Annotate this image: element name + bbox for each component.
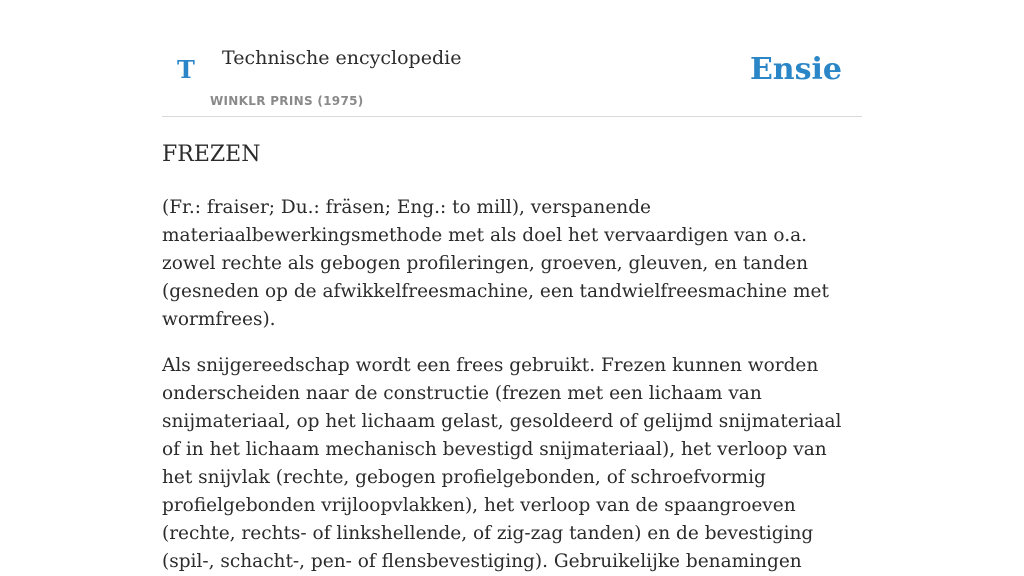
encyclopedia-source: WINKLR PRINS (1975) <box>210 94 364 108</box>
encyclopedia-title[interactable]: Technische encyclopedie <box>222 47 462 69</box>
encyclopedia-logo[interactable]: T <box>177 55 195 84</box>
article-title: FREZEN <box>162 142 261 167</box>
encyclopedia-header <box>162 0 862 117</box>
ensie-brand-link[interactable]: Ensie <box>749 52 842 87</box>
article-paragraph: (Fr.: fraiser; Du.: fräsen; Eng.: to mill), verspanende materiaalbewerkingsmethode met als doel het vervaardigen van o.a. zowel rechte als gebogen profileringen, groeven, gleuven, en tanden (gesneden op de afwikkelfreesmachine, een tandwielfreesmachine met wormfrees). <box>162 197 829 330</box>
article <box>162 138 862 576</box>
article-paragraph: Als snijgereedschap wordt een frees gebruikt. Frezen kunnen worden onderscheiden naar de constructie (frezen met een lichaam van snijmateriaal, op het lichaam gelast, gesoldeerd of gelijmd snijmateriaal of in het lichaam mechanisch bevestigd snijmateriaal), het verloop van het snijvlak (rechte, gebogen profielgebonden, of schroefvormig profielgebonden vrijloopvlakken), het verloop van de spaangroeven (rechte, rechts- of linkshellende, of zig-zag tanden) en de bevestiging (spil-, schacht-, pen- of flensbevestiging). Gebruikelijke benamingen <box>162 355 842 572</box>
